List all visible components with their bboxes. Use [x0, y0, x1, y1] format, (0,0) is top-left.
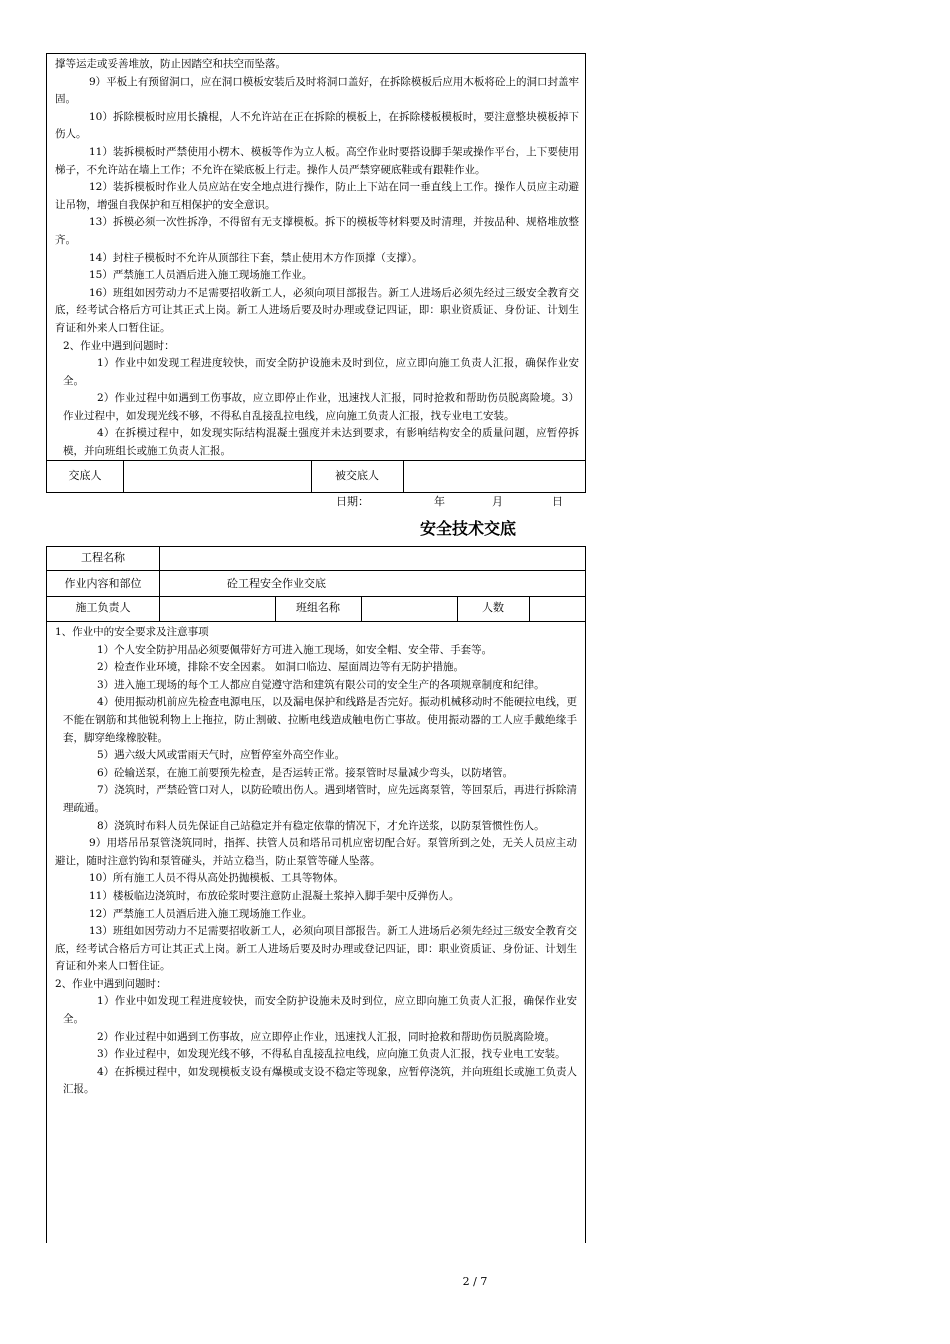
header-table — [46, 546, 586, 622]
count-label: 人数 — [482, 601, 504, 614]
paragraph: 10）拆除模板时应用长撬棍，人不允许站在正在拆除的模板上，在拆除楼板模板时，要注意整块模板掉下伤人。 — [55, 110, 579, 141]
body-box — [46, 621, 586, 1243]
divider — [529, 596, 530, 621]
giver-label: 交底人 — [68, 469, 102, 482]
section-heading: 2、作业中遇到问题时： — [55, 977, 167, 990]
list-item: 2）作业过程中如遇到工伤事故，应立即停止作业，迅速找人汇报，同时抢救和帮助伤员脱离险境。3）作业过程中，如发现光线不够，不得私自乱接乱拉电线，应向施工负责人汇报，找专业电工安装。 — [63, 392, 579, 422]
work-value: 砼工程安全作业交底 — [227, 577, 326, 590]
list-item: 1）作业中如发现工程进度较快，而安全防护设施未及时到位，应立即向施工负责人汇报，确保作业安全。 — [63, 357, 579, 387]
list-item: 2）作业过程中如遇到工伤事故，应立即停止作业，迅速找人汇报，同时抢救和帮助伤员脱离险境。 — [97, 1030, 556, 1043]
team-label: 班组名称 — [296, 601, 340, 614]
project-name-label: 工程名称 — [81, 551, 125, 564]
date-year: 年 — [434, 495, 445, 508]
paragraph: 撑等运走或妥善堆放，防止因踏空和扶空而坠落。 — [55, 58, 286, 70]
list-item: 3）作业过程中，如发现光线不够，不得私自乱接乱拉电线，应向施工负责人汇报，找专业电工安装。 — [97, 1048, 566, 1061]
paragraph: 13）拆模必须一次性拆净，不得留有无支撑模板。拆下的模板等材料要及时清理，并按品种、规格堆放整齐。 — [55, 216, 579, 246]
date-label: 日期： — [336, 495, 369, 508]
receiver-label: 被交底人 — [335, 469, 379, 482]
list-item: 2）检查作业环境，排除不安全因素。 如洞口临边、屋面周边等有无防护措施。 — [97, 661, 465, 674]
page-title: 安全技术交底 — [420, 519, 517, 538]
list-item: 4）在拆模过程中，如发现模板支设有爆模或支设不稳定等现象，应暂停浇筑，并向班组长或施工负责人汇报。 — [63, 1065, 577, 1096]
section-heading: 1、作业中的安全要求及注意事项 — [55, 626, 209, 638]
date-month: 月 — [492, 495, 503, 508]
continued-content-box — [46, 53, 586, 493]
divider — [159, 596, 160, 621]
paragraph: 12）装拆模板时作业人员应站在安全地点进行操作，防止上下站在同一垂直线上工作。操作人员应主动避让吊物，增强自我保护和互相保护的安全意识。 — [55, 181, 579, 211]
list-item: 11）楼板临边浇筑时，布放砼浆时要注意防止混凝土浆掉入脚手架中反弹伤人。 — [89, 889, 460, 902]
paragraph: 14）封柱子模板时不允许从顶部往下套，禁止使用木方作顶撑（支撑）。 — [89, 251, 423, 264]
paragraph: 11）装拆模板时严禁使用小楞木、模板等作为立人板。高空作业时要搭设脚手架或操作平台，上下要使用梯子，不允许站在墙上工作；不允许在梁底板上行走。操作人员严禁穿硬底鞋或有跟鞋作业。 — [55, 145, 579, 176]
list-item: 6）砼输送泵，在施工前要预先检查，是否运转正常。接泵管时尽量减少弯头，以防堵管。 — [97, 766, 514, 779]
list-item: 1）个人安全防护用品必须要佩带好方可进入施工现场，如安全帽、安全带、手套等。 — [97, 643, 493, 656]
date-day: 日 — [552, 495, 563, 508]
list-item: 3）进入施工现场的每个工人都应自觉遵守浩和建筑有限公司的安全生产的各项规章制度和纪律。 — [97, 678, 545, 691]
date-line — [336, 494, 596, 510]
work-label: 作业内容和部位 — [64, 577, 142, 590]
divider — [403, 460, 404, 492]
divider — [123, 460, 124, 492]
paragraph: 9）平板上有预留洞口，应在洞口模板安装后及时将洞口盖好，在拆除模板后应用木板将砼上的洞口封盖牢固。 — [55, 75, 579, 106]
continued-text — [55, 56, 579, 461]
signature-row — [47, 460, 585, 492]
list-item: 7）浇筑时，严禁砼管口对人，以防砼喷出伤人。遇到堵管时，应先远离泵管，等回泵后，再进行拆除清理疏通。 — [63, 784, 577, 814]
list-item: 4）在拆模过程中，如发现实际结构混凝土强度并未达到要求，有影响结构安全的质量问题，应暂停拆模，并向班组长或施工负责人汇报。 — [63, 427, 579, 458]
list-item: 1）作业中如发现工程进度较快，而安全防护设施未及时到位，应立即向施工负责人汇报，确保作业安全。 — [63, 995, 577, 1026]
paragraph: 16）班组如因劳动力不足需要招收新工人，必须向项目部报告。新工人进场后必须先经过三级安全教育交底，经考试合格后方可让其正式上岗。新工人进场后要及时办理或登记四证，即：职业资质证、身份证、计划生育证和外来人口暂住证。 — [55, 286, 579, 334]
divider — [361, 596, 362, 621]
leader-row — [47, 596, 585, 621]
list-item: 5）遇六级大风或雷雨天气时，应暂停室外高空作业。 — [97, 749, 346, 762]
list-item: 13）班组如因劳动力不足需要招收新工人，必须向项目部报告。新工人进场后必须先经过三级安全教育交底，经考试合格后方可让其正式上岗。新工人进场后要及时办理或登记四证，即：职业资质证、身份证、计划生育证和外来人口暂住证。 — [55, 925, 577, 973]
page-number: 2 / 7 — [462, 1275, 488, 1288]
body-text — [55, 624, 577, 1099]
section-heading: 2、作业中遇到问题时： — [63, 339, 175, 352]
list-item: 9）用塔吊吊泵管浇筑同时，指挥、扶管人员和塔吊司机应密切配合好。泵管所到之处，无关人员应主动避让，随时注意钓钩和泵管碰头，并站立稳当，防止泵管等碰人坠落。 — [55, 837, 577, 867]
paragraph: 15）严禁施工人员酒后进入施工现场施工作业。 — [89, 269, 313, 282]
list-item: 12）严禁施工人员酒后进入施工现场施工作业。 — [89, 907, 313, 920]
divider — [159, 547, 160, 596]
list-item: 8）浇筑时布料人员先保证自己站稳定并有稳定依靠的情况下，才允许送浆，以防泵管惯性伤人。 — [97, 819, 545, 832]
list-item: 10）所有施工人员不得从高处扔抛模板、工具等物体。 — [89, 872, 344, 885]
leader-label: 施工负责人 — [75, 601, 131, 614]
list-item: 4）使用振动机前应先检查电源电压，以及漏电保护和线路是否完好。振动机械移动时不能硬拉电线，更不能在钢筋和其他锐利物上上拖拉，防止割破、拉断电线造成触电伤亡事故。使用振动器的工人应手戴绝缘手套，脚穿绝缘橡胶鞋。 — [63, 696, 577, 744]
